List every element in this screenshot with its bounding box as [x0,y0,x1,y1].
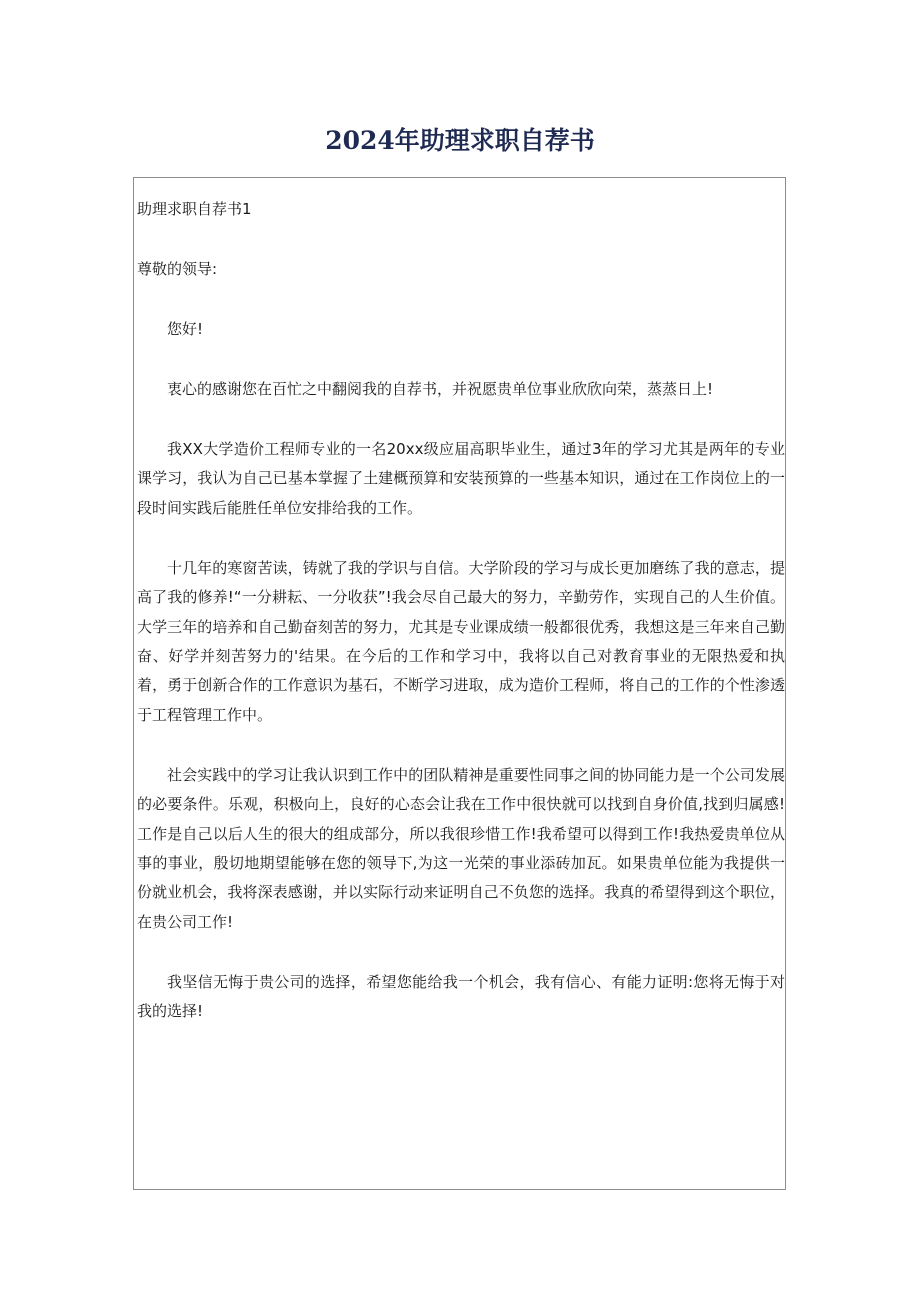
document-title: 2024年助理求职自荐书 [325,126,595,155]
letter-paragraph: 社会实践中的学习让我认识到工作中的团队精神是重要性同事之间的协同能力是一个公司发展的必要条件。乐观，积极向上，良好的心态会让我在工作中很快就可以找到自身价值,找到归属感!工作是自己以后人生的很大的组成部分，所以我很珍惜工作!我希望可以得到工作!我热爱贵单位从事的事业，殷切地期望能够在您的领导下,为这一光荣的事业添砖加瓦。如果贵单位能为我提供一份就业机会，我将深表感谢，并以实际行动来证明自己不负您的选择。我真的希望得到这个职位，在贵公司工作! [137,765,785,931]
letter-paragraph: 衷心的感谢您在百忙之中翻阅我的自荐书，并祝愿贵单位事业欣欣向荣，蒸蒸日上! [167,380,714,398]
letter-paragraph: 我XX大学造价工程师专业的一名20xx级应届高职毕业生，通过3年的学习尤其是两年的专业课学习，我认为自己已基本掌握了土建概预算和安装预算的一些基本知识，通过在工作岗位上的一段时间实践后能胜任单位安排给我的工作。 [137,440,785,517]
letter-greeting: 您好! [167,320,204,338]
letter-subtitle: 助理求职自荐书1 [137,200,252,218]
letter-salutation: 尊敬的领导: [137,260,218,278]
letter-paragraph: 我坚信无悔于贵公司的选择，希望您能给我一个机会，我有信心、有能力证明:您将无悔于对我的选择! [137,972,785,1021]
letter-body [137,195,785,1027]
letter-paragraph: 十几年的寒窗苦读，铸就了我的学识与自信。大学阶段的学习与成长更加磨练了我的意志，提高了我的修养!“一分耕耘、一分收获”!我会尽自己最大的努力，辛勤劳作，实现自己的人生价值。大学三年的培养和自己勤奋刻苦的努力，尤其是专业课成绩一般都很优秀，我想这是三年来自己勤奋、好学并刻苦努力的'结果。在今后的工作和学习中，我将以自己对教育事业的无限热爱和执着，勇于创新合作的工作意识为基石，不断学习进取，成为造价工程师，将自己的工作的个性渗透于工程管理工作中。 [137,558,785,724]
